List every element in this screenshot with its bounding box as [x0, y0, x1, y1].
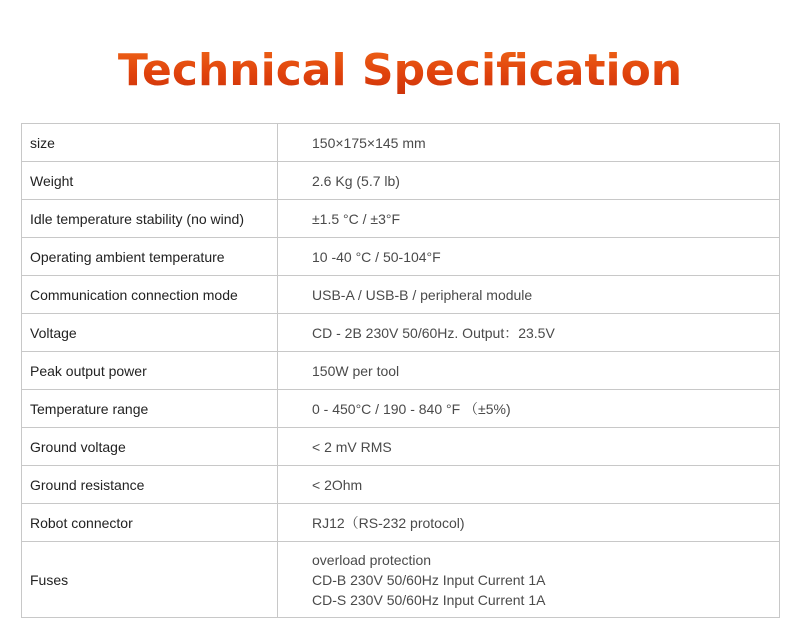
spec-label-robot-connector: Robot connector	[22, 504, 278, 542]
spec-value-size: 150×175×145 mm	[278, 124, 780, 162]
spec-label-ground-resistance: Ground resistance	[22, 466, 278, 504]
spec-label-fuses: Fuses	[22, 542, 278, 618]
spec-label-ambient-temperature: Operating ambient temperature	[22, 238, 278, 276]
spec-value-temperature-range: 0 - 450°C / 190 - 840 °F （±5%)	[278, 390, 780, 428]
spec-value-fuses	[278, 542, 780, 618]
fuses-line: overload protection	[312, 551, 432, 568]
spec-label-voltage: Voltage	[22, 314, 278, 352]
spec-value-ambient-temperature: 10 -40 °C / 50-104°F	[278, 238, 780, 276]
spec-value-ground-resistance: < 2Ohm	[278, 466, 780, 504]
table-row	[22, 200, 780, 238]
spec-label-size: size	[22, 124, 278, 162]
spec-label-peak-power: Peak output power	[22, 352, 278, 390]
fuses-line: CD-B 230V 50/60Hz Input Current 1A	[312, 571, 546, 588]
table-row	[22, 390, 780, 428]
spec-table	[21, 123, 780, 618]
table-row	[22, 276, 780, 314]
spec-value-idle-stability: ±1.5 °C / ±3°F	[278, 200, 780, 238]
spec-label-ground-voltage: Ground voltage	[22, 428, 278, 466]
table-row	[22, 466, 780, 504]
spec-label-idle-stability: Idle temperature stability (no wind)	[22, 200, 278, 238]
table-row	[22, 124, 780, 162]
spec-value-voltage: CD - 2B 230V 50/60Hz. Output：23.5V	[278, 314, 780, 352]
table-row	[22, 504, 780, 542]
page-bottom-edge	[0, 632, 800, 643]
table-row	[22, 238, 780, 276]
spec-value-connection-mode: USB-A / USB-B / peripheral module	[278, 276, 780, 314]
spec-label-weight: Weight	[22, 162, 278, 200]
table-row	[22, 428, 780, 466]
spec-value-ground-voltage: < 2 mV RMS	[278, 428, 780, 466]
table-row	[22, 542, 780, 618]
spec-value-peak-power: 150W per tool	[278, 352, 780, 390]
spec-label-connection-mode: Communication connection mode	[22, 276, 278, 314]
table-row	[22, 162, 780, 200]
spec-value-robot-connector: RJ12（RS-232 protocol)	[278, 504, 780, 542]
page-title: Technical Specification	[0, 42, 800, 100]
table-row	[22, 352, 780, 390]
spec-value-weight: 2.6 Kg (5.7 lb)	[278, 162, 780, 200]
table-row	[22, 314, 780, 352]
spec-label-temperature-range: Temperature range	[22, 390, 278, 428]
fuses-line: CD-S 230V 50/60Hz Input Current 1A	[312, 591, 546, 608]
